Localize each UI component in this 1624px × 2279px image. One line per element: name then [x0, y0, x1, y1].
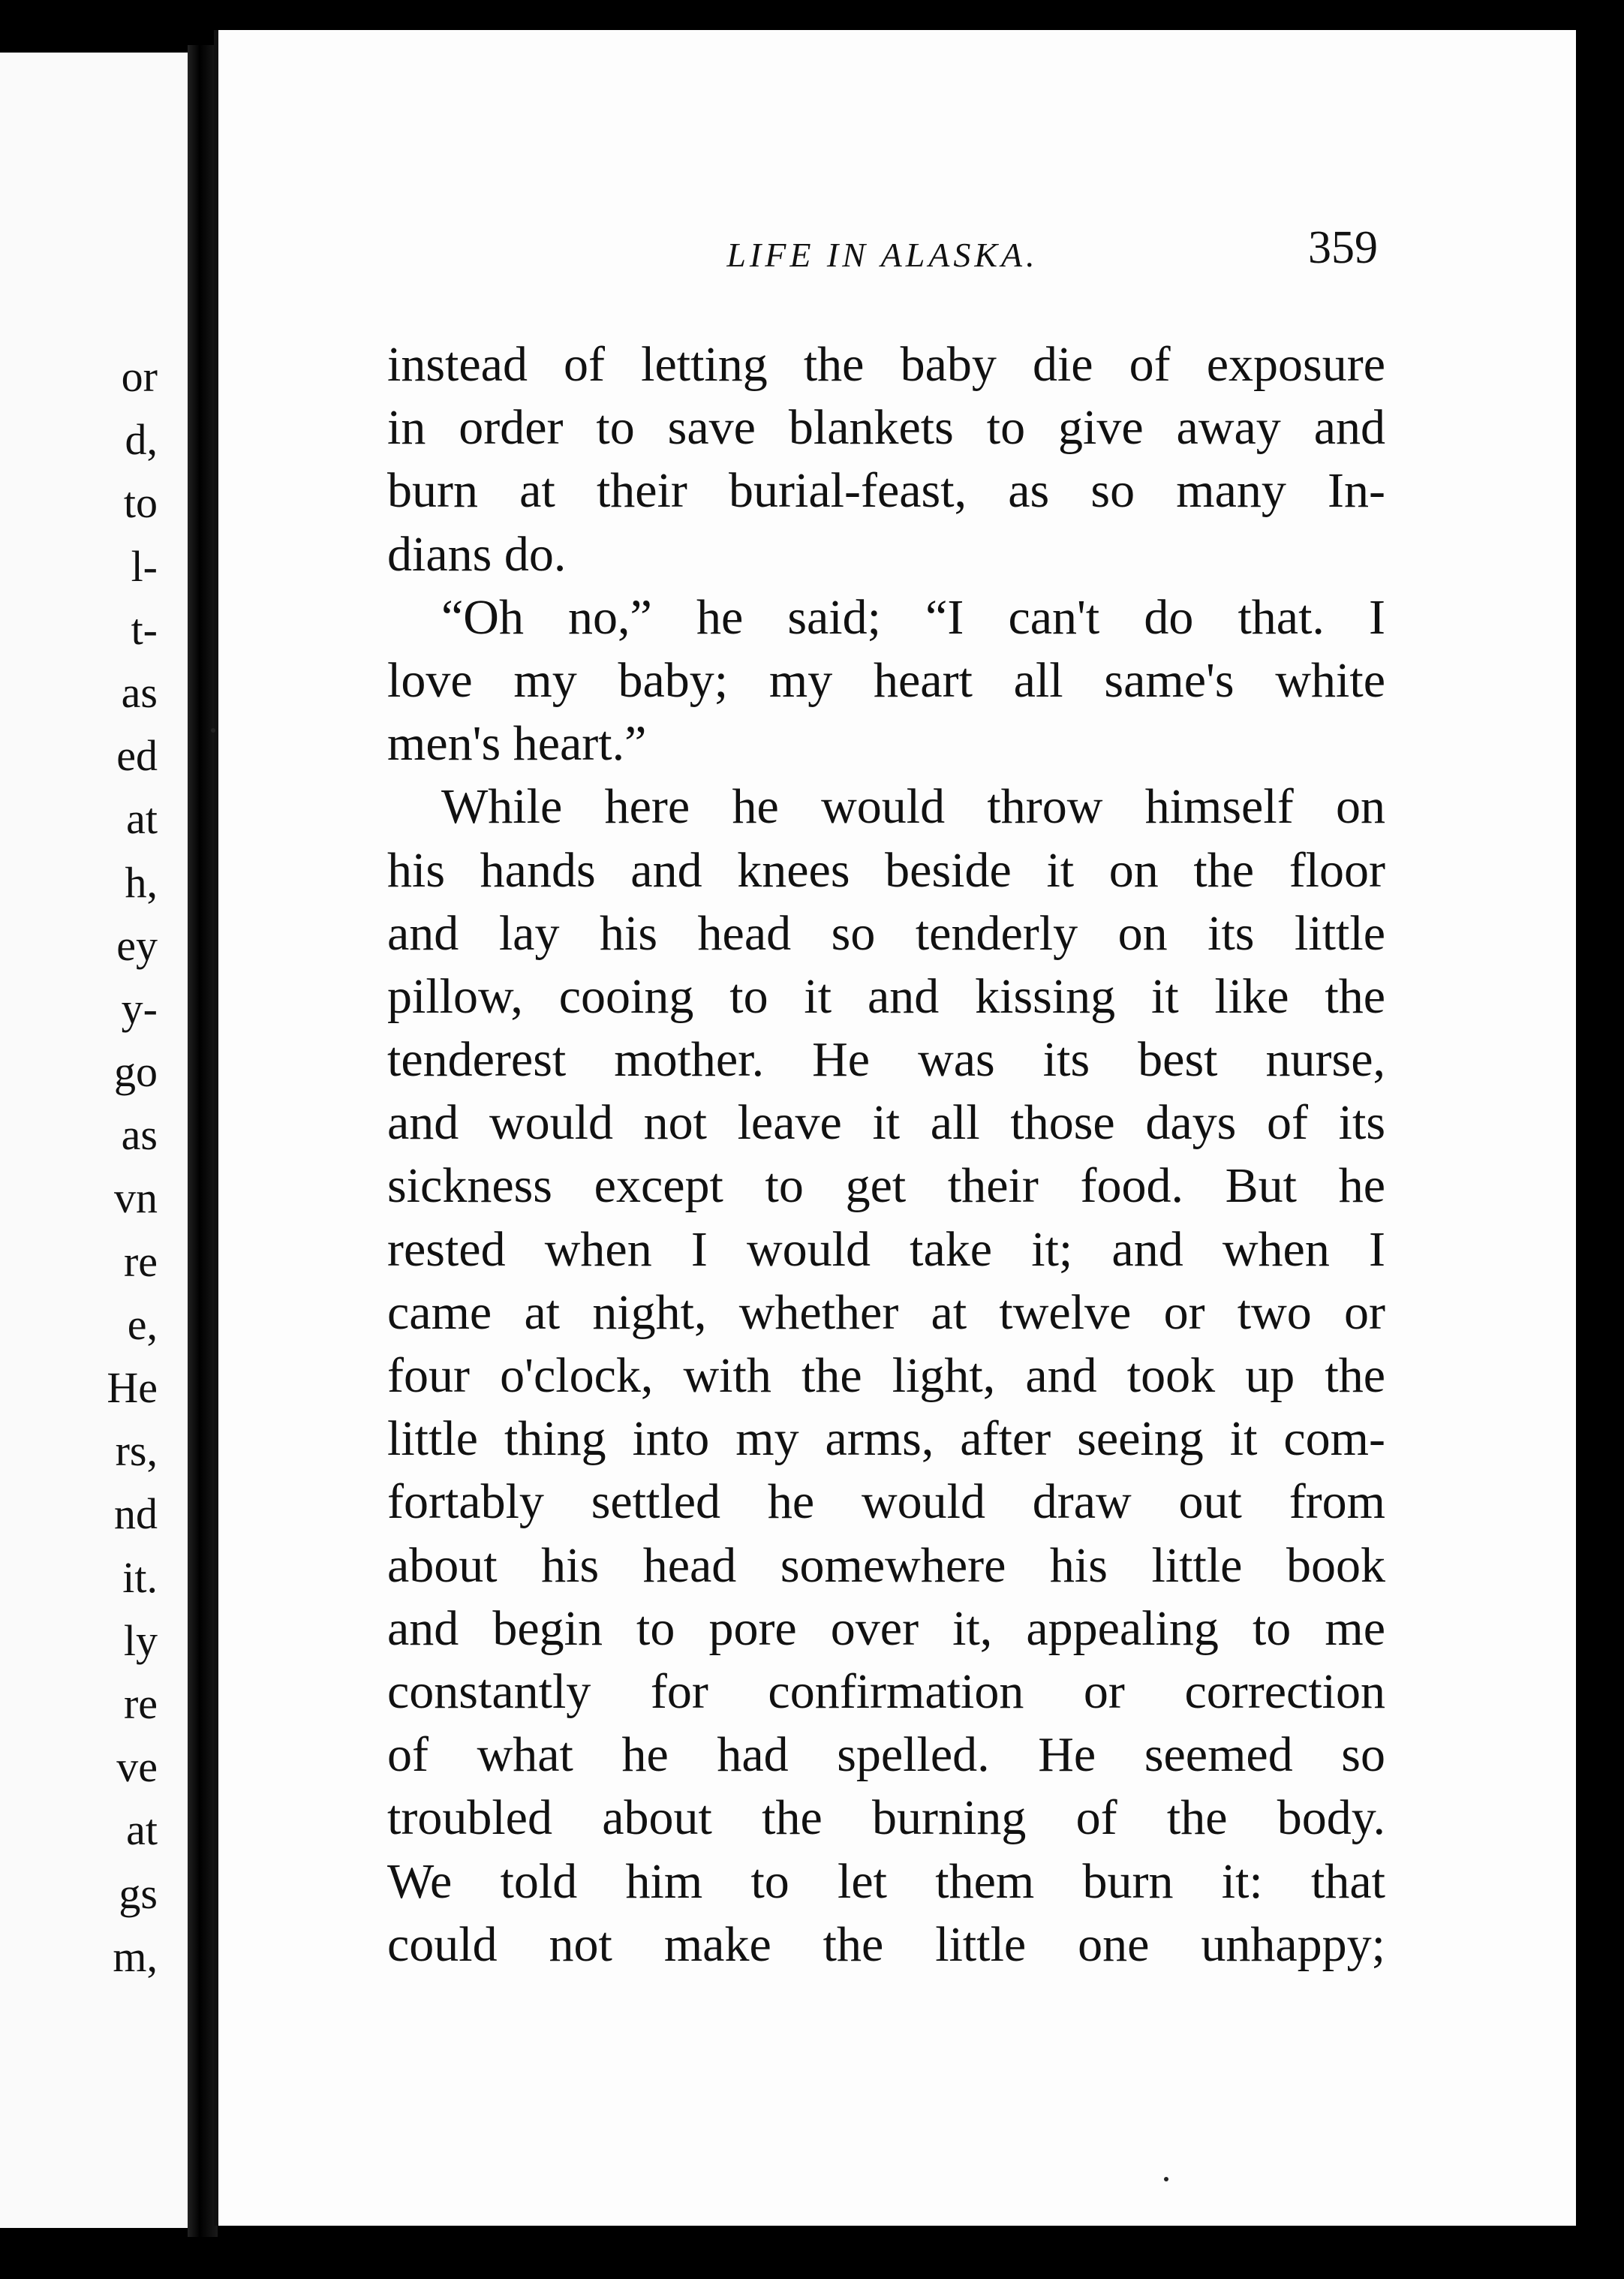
- text-line: dians do.: [387, 526, 567, 582]
- text-line: pillow, cooing to it and kissing it like the: [387, 968, 1385, 1024]
- dust-speck: [211, 728, 215, 733]
- left-page-fragment: at: [126, 1805, 158, 1855]
- left-page-fragment: rs,: [115, 1426, 158, 1476]
- left-page-fragment: h,: [125, 857, 158, 907]
- left-page-fragment: m,: [113, 1931, 158, 1981]
- text-line: of what he had spelled. He seemed so: [387, 1727, 1385, 1783]
- left-page-fragment: t-: [131, 604, 158, 654]
- running-head: [387, 221, 1378, 289]
- text-line: While here he would throw himself on: [441, 779, 1385, 835]
- book-gutter: [188, 45, 218, 2237]
- text-line: about his head somewhere his little book: [387, 1537, 1385, 1593]
- left-page-fragment: go: [114, 1047, 158, 1097]
- left-page-fragment: re: [123, 1236, 158, 1286]
- text-line: men's heart.”: [387, 716, 647, 772]
- left-page-fragment: He: [107, 1363, 158, 1412]
- text-line: constantly for confirmation or correction: [387, 1663, 1385, 1719]
- text-line: could not make the little one unhappy;: [387, 1916, 1385, 1972]
- text-line: burn at their burial-feast, as so many In-: [387, 463, 1385, 519]
- text-line: and would not leave it all those days of its: [387, 1095, 1385, 1151]
- left-page-text-fragments: [8, 345, 158, 1988]
- running-title: LIFE IN ALASKA.: [726, 236, 1039, 274]
- text-line: came at night, whether at twelve or two or: [387, 1284, 1385, 1340]
- left-page-fragment: to: [123, 478, 158, 528]
- text-line: rested when I would take it; and when I: [387, 1221, 1385, 1277]
- left-page-fragment: as: [121, 1110, 158, 1160]
- page-number: 359: [1308, 222, 1378, 273]
- text-line: We told him to let them burn it: that: [387, 1853, 1385, 1909]
- left-facing-page: [0, 53, 188, 2228]
- dust-speck: [1164, 2177, 1168, 2181]
- left-page-fragment: at: [126, 794, 158, 844]
- text-line: tenderest mother. He was its best nurse,: [387, 1032, 1385, 1088]
- left-page-fragment: vn: [114, 1173, 158, 1223]
- body-text: [387, 333, 1385, 1976]
- left-page-fragment: it.: [122, 1552, 158, 1602]
- left-page-fragment: or: [121, 352, 158, 401]
- left-page-fragment: ve: [116, 1742, 158, 1792]
- text-line: fortably settled he would draw out from: [387, 1474, 1385, 1530]
- text-line: instead of letting the baby die of exposure: [387, 337, 1385, 392]
- left-page-fragment: gs: [119, 1868, 158, 1918]
- text-line: little thing into my arms, after seeing it com-: [387, 1411, 1385, 1467]
- text-line: and begin to pore over it, appealing to me: [387, 1600, 1385, 1656]
- left-page-fragment: ey: [116, 920, 158, 970]
- text-line: sickness except to get their food. But he: [387, 1158, 1385, 1214]
- text-line: his hands and knees beside it on the floor: [387, 842, 1385, 898]
- left-page-fragment: l-: [131, 541, 158, 591]
- text-line: four o'clock, with the light, and took up the: [387, 1348, 1385, 1403]
- book-page: [214, 30, 1576, 2226]
- text-line: “Oh no,” he said; “I can't do that. I: [441, 589, 1385, 645]
- text-line: troubled about the burning of the body.: [387, 1790, 1385, 1846]
- left-page-fragment: ly: [123, 1615, 158, 1665]
- left-page-fragment: nd: [114, 1489, 158, 1539]
- text-line: and lay his head so tenderly on its little: [387, 905, 1385, 961]
- text-line: love my baby; my heart all same's white: [387, 652, 1385, 708]
- left-page-fragment: as: [121, 667, 158, 717]
- text-line: in order to save blankets to give away and: [387, 400, 1385, 456]
- left-page-fragment: ed: [116, 731, 158, 781]
- left-page-fragment: y-: [121, 983, 158, 1033]
- left-page-fragment: e,: [127, 1299, 158, 1349]
- left-page-fragment: d,: [125, 415, 158, 465]
- left-page-fragment: re: [123, 1678, 158, 1728]
